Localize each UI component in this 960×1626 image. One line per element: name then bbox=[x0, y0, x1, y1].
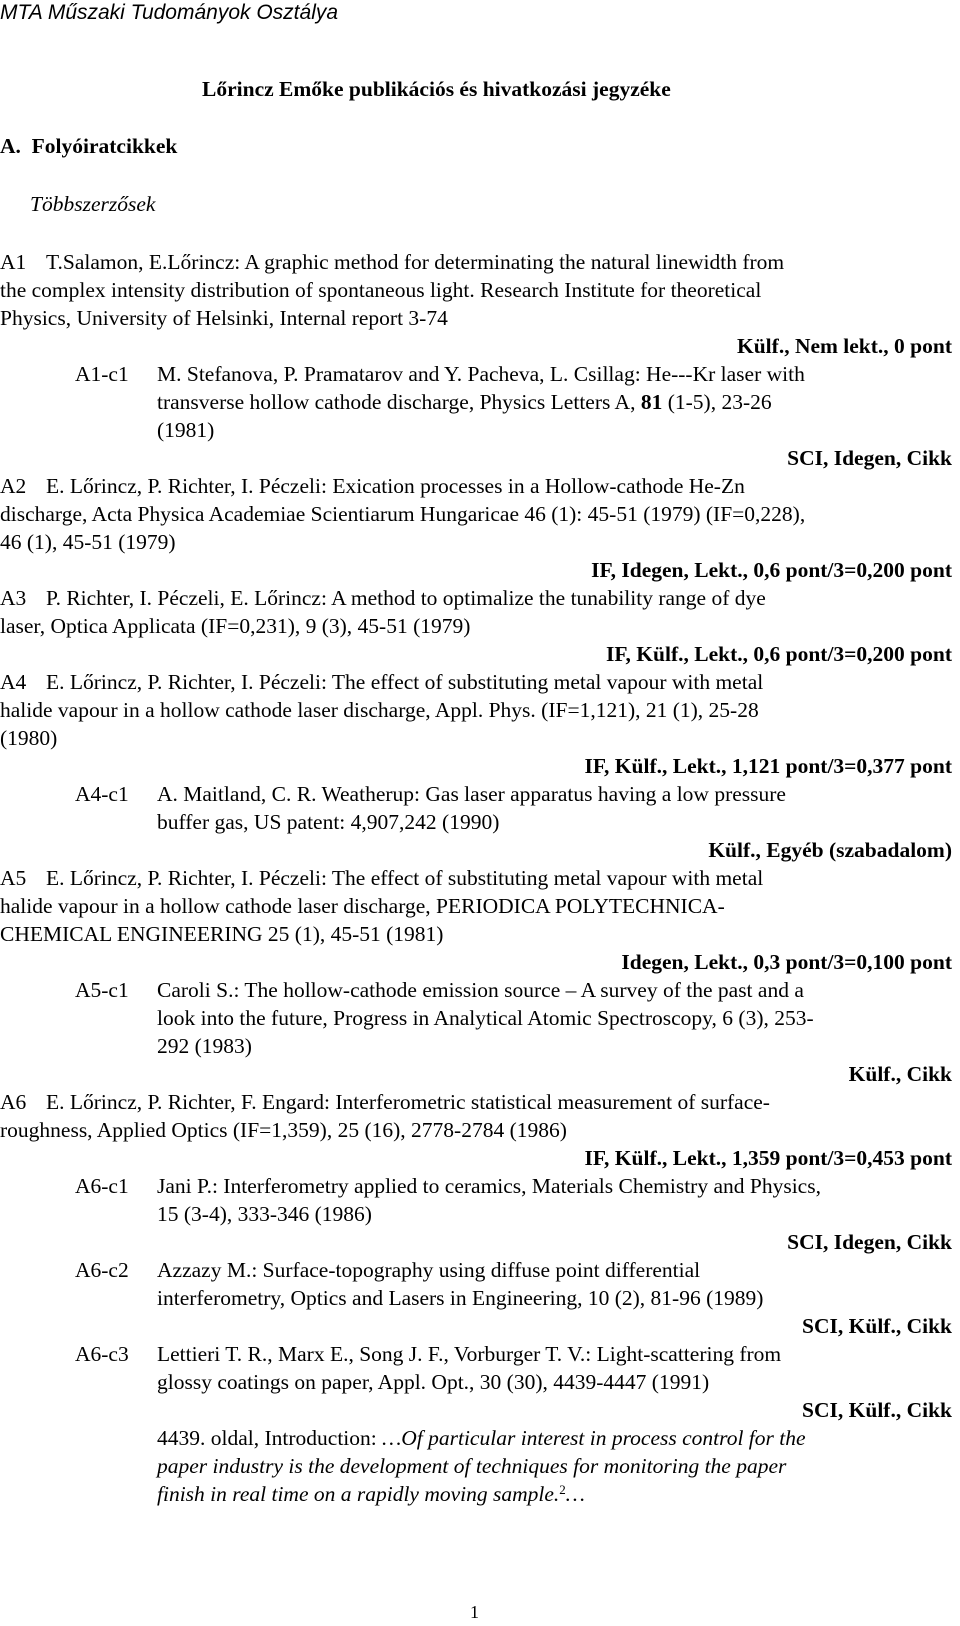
citation-label: A6-c1 bbox=[75, 1174, 129, 1198]
section-heading: A. Folyóiratcikkek bbox=[0, 134, 178, 158]
quote-ellipsis: … bbox=[565, 1482, 585, 1506]
entry-text: E. Lőrincz, P. Richter, I. Péczeli: Exication processes in a Hollow-cathode He-Zn bbox=[46, 474, 745, 498]
volume-number: 81 bbox=[640, 390, 663, 414]
entry-text: glossy coatings on paper, Appl. Opt., 30 (30), 4439-4447 (1991) bbox=[157, 1370, 710, 1394]
publication-entry bbox=[0, 668, 960, 780]
publication-entry bbox=[0, 1088, 960, 1172]
entry-label: A6 bbox=[0, 1090, 27, 1114]
page-number: 1 bbox=[470, 1602, 479, 1622]
page-header: MTA Műszaki Tudományok Osztálya bbox=[0, 1, 339, 24]
entry-text: the complex intensity distribution of spontaneous light. Research Institute for theoretical bbox=[0, 278, 762, 302]
citation-label: A6-c3 bbox=[75, 1342, 129, 1366]
evaluation: SCI, Külf., Cikk bbox=[802, 1314, 952, 1338]
entry-text: (1-5), 23-26 bbox=[662, 390, 772, 414]
entry-text: M. Stefanova, P. Pramatarov and Y. Pacheva, L. Csillag: He---Kr laser with bbox=[157, 362, 805, 386]
entry-text: E. Lőrincz, P. Richter, F. Engard: Interferometric statistical measurement of surface- bbox=[46, 1090, 770, 1114]
publication-entry bbox=[0, 584, 960, 668]
citation-label: A1-c1 bbox=[75, 362, 129, 386]
evaluation: SCI, Idegen, Cikk bbox=[787, 446, 952, 470]
quote-intro: 4439. oldal, Introduction: bbox=[157, 1426, 383, 1450]
evaluation: Külf., Cikk bbox=[848, 1062, 952, 1086]
entry-label: A3 bbox=[0, 586, 27, 610]
citation-entry bbox=[0, 976, 960, 1088]
citation-label: A6-c2 bbox=[75, 1258, 129, 1282]
publication-entry bbox=[0, 864, 960, 976]
entry-text: transverse hollow cathode discharge, Physics Letters A, bbox=[157, 390, 641, 414]
entry-text: Caroli S.: The hollow-cathode emission source – A survey of the past and a bbox=[157, 978, 804, 1002]
entry-text: halide vapour in a hollow cathode laser discharge, Appl. Phys. (IF=1,121), 21 (1), 25-28 bbox=[0, 698, 759, 722]
evaluation: Külf., Nem lekt., 0 pont bbox=[737, 334, 952, 358]
citation-quote bbox=[0, 1424, 960, 1508]
entry-text: look into the future, Progress in Analytical Atomic Spectroscopy, 6 (3), 253- bbox=[157, 1006, 814, 1030]
publication-entry bbox=[0, 472, 960, 584]
entry-text: (1981) bbox=[157, 418, 215, 442]
evaluation: SCI, Idegen, Cikk bbox=[787, 1230, 952, 1254]
evaluation: IF, Külf., Lekt., 1,121 pont/3=0,377 pont bbox=[584, 754, 952, 778]
evaluation: Külf., Egyéb (szabadalom) bbox=[708, 838, 952, 862]
entry-text: E. Lőrincz, P. Richter, I. Péczeli: The effect of substituting metal vapour with metal bbox=[46, 670, 764, 694]
entry-label: A1 bbox=[0, 250, 27, 274]
entry-text: laser, Optica Applicata (IF=0,231), 9 (3), 45-51 (1979) bbox=[0, 614, 471, 638]
citation-label: A5-c1 bbox=[75, 978, 129, 1002]
evaluation: IF, Idegen, Lekt., 0,6 pont/3=0,200 pont bbox=[591, 558, 952, 582]
entry-text: Lettieri T. R., Marx E., Song J. F., Vorburger T. V.: Light-scattering from bbox=[157, 1342, 782, 1366]
footnote-marker: 2 bbox=[559, 1482, 566, 1497]
citation-entry bbox=[0, 1256, 960, 1340]
evaluation: SCI, Külf., Cikk bbox=[802, 1398, 952, 1422]
evaluation: IF, Külf., Lekt., 0,6 pont/3=0,200 pont bbox=[606, 642, 952, 666]
publication-list bbox=[0, 248, 960, 1508]
citation-label: A4-c1 bbox=[75, 782, 129, 806]
quote-text: paper industry is the development of techniques for monitoring the paper bbox=[157, 1454, 787, 1478]
entry-text: Jani P.: Interferometry applied to ceramics, Materials Chemistry and Physics, bbox=[157, 1174, 821, 1198]
entry-text: interferometry, Optics and Lasers in Engineering, 10 (2), 81-96 (1989) bbox=[157, 1286, 764, 1310]
entry-text: 292 (1983) bbox=[157, 1034, 252, 1058]
entry-label: A5 bbox=[0, 866, 27, 890]
entry-text: T.Salamon, E.Lőrincz: A graphic method for determinating the natural linewidth from bbox=[46, 250, 785, 274]
entry-label: A2 bbox=[0, 474, 27, 498]
entry-text: halide vapour in a hollow cathode laser discharge, PERIODICA POLYTECHNICA- bbox=[0, 894, 725, 918]
quote-text: finish in real time on a rapidly moving sample. bbox=[157, 1482, 560, 1506]
entry-text: (1980) bbox=[0, 726, 58, 750]
entry-text: 15 (3-4), 333-346 (1986) bbox=[157, 1202, 372, 1226]
entry-text: Azzazy M.: Surface-topography using diffuse point differential bbox=[157, 1258, 701, 1282]
entry-text: roughness, Applied Optics (IF=1,359), 25 (16), 2778-2784 (1986) bbox=[0, 1118, 567, 1142]
entry-text: P. Richter, I. Péczeli, E. Lőrincz: A method to optimalize the tunability range of dye bbox=[46, 586, 766, 610]
entry-text: Physics, University of Helsinki, Internal report 3-74 bbox=[0, 306, 448, 330]
quote-text: …Of particular interest in process control for the bbox=[382, 1426, 806, 1450]
entry-text: E. Lőrincz, P. Richter, I. Péczeli: The effect of substituting metal vapour with metal bbox=[46, 866, 764, 890]
evaluation: Idegen, Lekt., 0,3 pont/3=0,100 pont bbox=[621, 950, 952, 974]
citation-entry bbox=[0, 1340, 960, 1508]
entry-text: A. Maitland, C. R. Weatherup: Gas laser apparatus having a low pressure bbox=[157, 782, 786, 806]
evaluation: IF, Külf., Lekt., 1,359 pont/3=0,453 pont bbox=[584, 1146, 952, 1170]
entry-label: A4 bbox=[0, 670, 27, 694]
entry-text: CHEMICAL ENGINEERING 25 (1), 45-51 (1981) bbox=[0, 922, 444, 946]
entry-text: discharge, Acta Physica Academiae Scientiarum Hungaricae 46 (1): 45-51 (1979) (IF=0,228), bbox=[0, 502, 806, 526]
document-title: Lőrincz Emőke publikációs és hivatkozási jegyzéke bbox=[202, 77, 671, 101]
citation-entry bbox=[0, 1172, 960, 1256]
entry-text: 46 (1), 45-51 (1979) bbox=[0, 530, 176, 554]
citation-entry bbox=[0, 780, 960, 864]
entry-text: buffer gas, US patent: 4,907,242 (1990) bbox=[157, 810, 500, 834]
publication-entry bbox=[0, 248, 960, 360]
subsection-heading: Többszerzősek bbox=[30, 192, 156, 216]
citation-entry bbox=[0, 360, 960, 472]
